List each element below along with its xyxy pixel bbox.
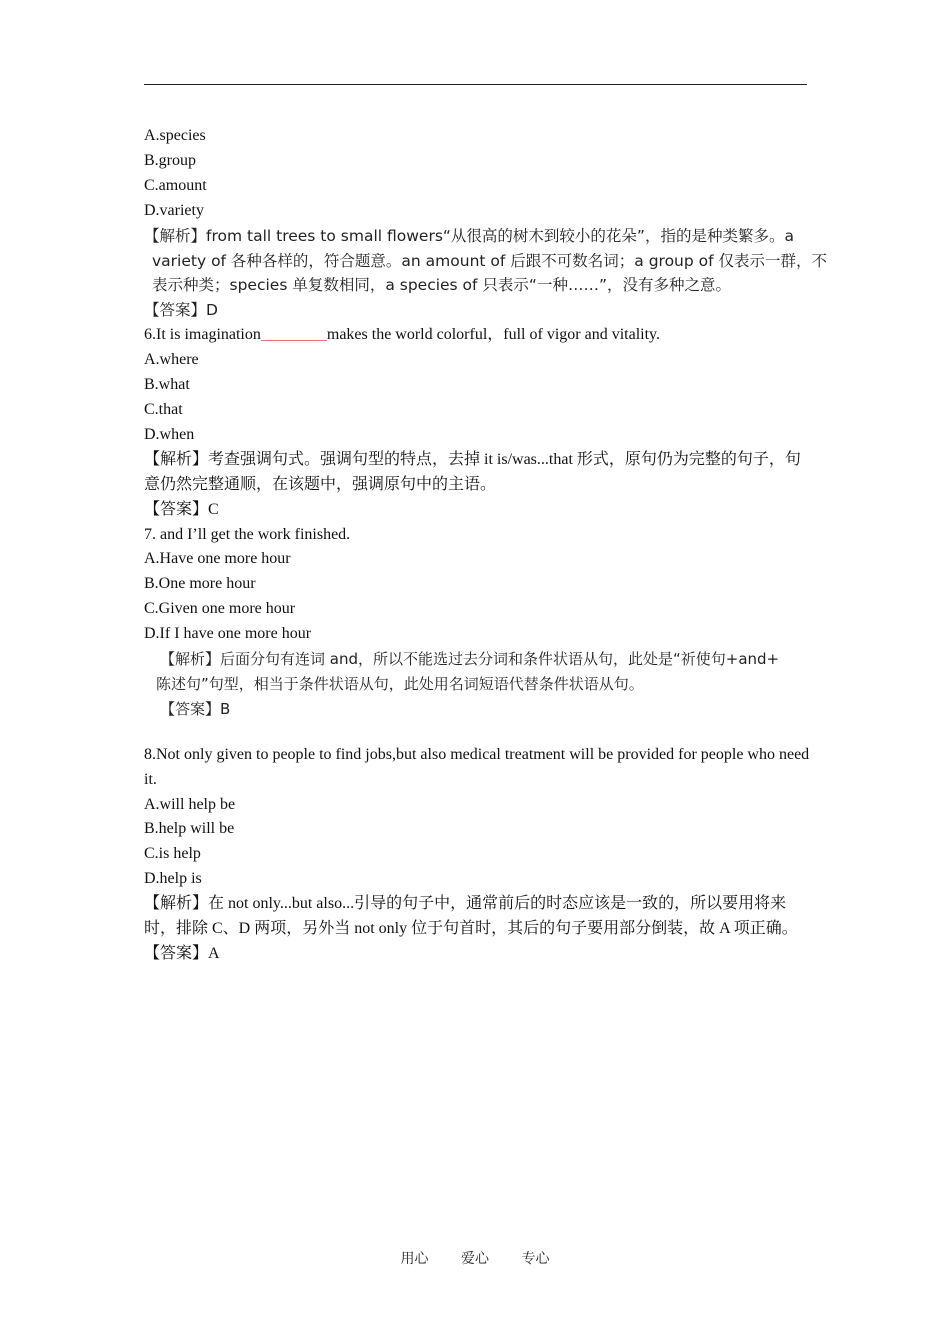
question-5 — [144, 124, 828, 323]
question-8 — [144, 743, 816, 967]
answer-blank — [261, 339, 327, 341]
header-rule — [144, 84, 807, 85]
option-b: B.what — [144, 376, 190, 394]
analysis-line: variety of 各种各样的，符合题意。an amount of 后跟不可数名词；a group of 仅表示一群，不 — [152, 251, 828, 270]
question-stem: 8.Not only given to people to find jobs,but also medical treatment will be provided for people who need it. — [144, 745, 810, 788]
option-b: B.group — [144, 151, 196, 169]
footer-word: 用心 — [400, 1251, 429, 1267]
option-b: B.help will be — [144, 820, 235, 838]
spacer — [144, 722, 816, 743]
option-b: B.One more hour — [144, 575, 256, 593]
analysis-line: 表示种类；species 单复数相同，a species of 只表示“一种……”，没有多种之意。 — [152, 276, 731, 295]
footer-word: 爱心 — [461, 1251, 489, 1267]
option-d: D.If I have one more hour — [144, 625, 312, 643]
answer-line: 【答案】D — [144, 301, 218, 320]
analysis-block — [144, 224, 828, 324]
option-c: C.is help — [144, 845, 201, 863]
option-d: D.variety — [144, 201, 204, 219]
analysis-text: 【解析】在 not only...but also...引导的句子中，通常前后的时态应该是一致的，所以要用将来时，排除 C、D 两项，另外当 not only 位于句首时，其后的句子要用部分倒装，故 A 项正确。 — [144, 895, 798, 938]
answer-line: 【答案】A — [144, 945, 220, 962]
analysis-line: 陈述句”句型，相当于条件状语从句，此处用名词短语代替条件状语从句。 — [156, 674, 644, 693]
analysis-block — [144, 647, 816, 722]
question-stem: 7. and I’ll get the work finished. — [144, 525, 351, 543]
question-stem — [144, 323, 816, 348]
analysis-line: 【解析】from tall trees to small flowers“从很高的树木到较小的花朵”，指的是种类繁多。a — [144, 226, 794, 245]
option-a: A.will help be — [144, 795, 236, 813]
stem-part-2: makes the world colorful，full of vigor and vitality. — [326, 326, 660, 344]
option-d: D.help is — [144, 870, 202, 888]
option-a: A.species — [144, 127, 206, 144]
question-7 — [144, 523, 816, 722]
option-a: A.Have one more hour — [144, 550, 291, 568]
option-a: A.where — [144, 351, 199, 369]
stem-part-1: 6.It is imagination — [144, 326, 261, 344]
answer-line: 【答案】C — [144, 500, 219, 518]
option-d: D.when — [144, 425, 195, 443]
page-footer — [0, 1248, 950, 1268]
option-c: C.that — [144, 400, 183, 418]
analysis-line: 【解析】后面分句有连词 and，所以不能选过去分词和条件状语从句，此处是“祈使句+and+ — [160, 650, 780, 669]
option-c: C.amount — [144, 176, 207, 194]
option-c: C.Given one more hour — [144, 600, 296, 618]
analysis-text: 【解析】考查强调句式。强调句型的特点，去掉 it is/was...that 形式，原句仍为完整的句子，句意仍然完整通顺，在该题中，强调原句中的主语。 — [144, 450, 801, 493]
footer-word: 专心 — [521, 1251, 550, 1267]
document-body — [144, 124, 828, 967]
question-6 — [144, 323, 816, 522]
answer-line: 【答案】B — [160, 699, 231, 718]
